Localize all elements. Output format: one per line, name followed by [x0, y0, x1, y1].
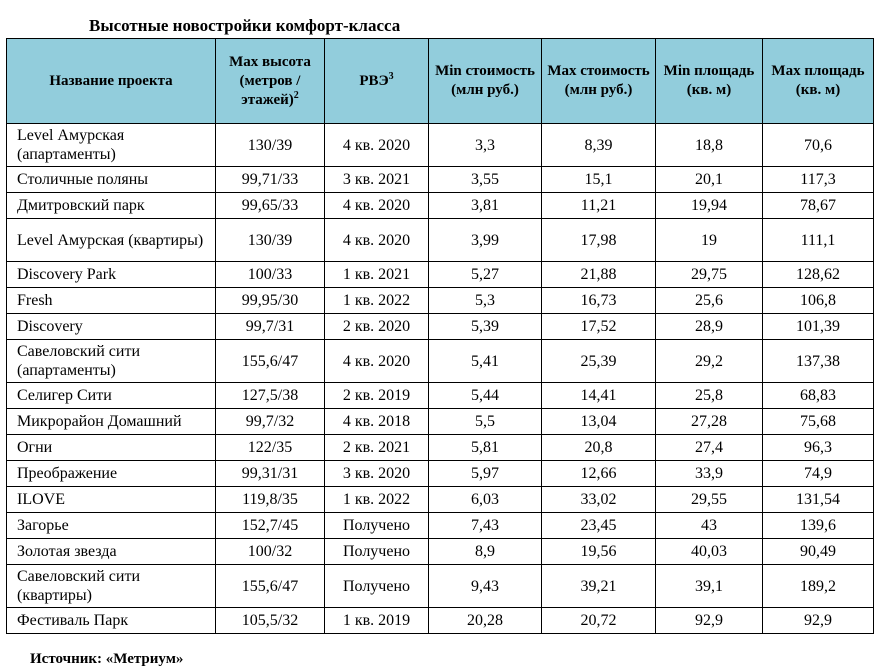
cell-max-cost: 19,56: [542, 539, 656, 565]
cell-height: 99,7/32: [216, 409, 325, 435]
cell-name: Микрорайон Домашний: [7, 409, 216, 435]
cell-min-cost: 7,43: [429, 513, 542, 539]
cell-rve: Получено: [325, 565, 429, 608]
cell-max-area: 78,67: [763, 193, 874, 219]
cell-rve: 4 кв. 2020: [325, 124, 429, 167]
cell-max-cost: 25,39: [542, 340, 656, 383]
cell-height: 155,6/47: [216, 340, 325, 383]
cell-min-cost: 3,55: [429, 167, 542, 193]
cell-min-cost: 3,99: [429, 219, 542, 262]
cell-min-area: 92,9: [656, 608, 763, 634]
cell-name: Селигер Сити: [7, 383, 216, 409]
cell-min-area: 19,94: [656, 193, 763, 219]
cell-rve: 4 кв. 2020: [325, 193, 429, 219]
cell-max-area: 101,39: [763, 314, 874, 340]
cell-name: Level Амурская (квартиры): [7, 219, 216, 262]
cell-max-cost: 21,88: [542, 262, 656, 288]
cell-height: 100/33: [216, 262, 325, 288]
cell-max-cost: 12,66: [542, 461, 656, 487]
cell-height: 99,95/30: [216, 288, 325, 314]
cell-rve: 1 кв. 2019: [325, 608, 429, 634]
cell-height: 99,65/33: [216, 193, 325, 219]
cell-max-area: 74,9: [763, 461, 874, 487]
cell-height: 152,7/45: [216, 513, 325, 539]
cell-min-area: 28,9: [656, 314, 763, 340]
header-rve: РВЭ$^3$: [325, 39, 429, 124]
cell-max-area: 96,3: [763, 435, 874, 461]
projects-table: [6, 38, 874, 634]
table-row: [7, 608, 874, 634]
table-row: [7, 383, 874, 409]
cell-min-area: 29,2: [656, 340, 763, 383]
cell-min-area: 20,1: [656, 167, 763, 193]
cell-name: Столичные поляны: [7, 167, 216, 193]
table-row: [7, 513, 874, 539]
cell-max-cost: 20,72: [542, 608, 656, 634]
cell-min-area: 19: [656, 219, 763, 262]
cell-rve: 4 кв. 2018: [325, 409, 429, 435]
cell-name: Фестиваль Парк: [7, 608, 216, 634]
cell-min-area: 27,4: [656, 435, 763, 461]
source-note: Источник: «Метриум»: [30, 651, 184, 667]
cell-min-area: 25,6: [656, 288, 763, 314]
cell-max-area: 90,49: [763, 539, 874, 565]
cell-name: Discovery: [7, 314, 216, 340]
cell-min-cost: 20,28: [429, 608, 542, 634]
table-row: [7, 314, 874, 340]
cell-max-cost: 14,41: [542, 383, 656, 409]
cell-min-cost: 5,41: [429, 340, 542, 383]
cell-max-cost: 33,02: [542, 487, 656, 513]
cell-rve: Получено: [325, 539, 429, 565]
cell-rve: 2 кв. 2021: [325, 435, 429, 461]
cell-name: Дмитровский парк: [7, 193, 216, 219]
table-title: Высотные новостройки комфорт-класса: [89, 16, 401, 35]
cell-max-area: 68,83: [763, 383, 874, 409]
cell-min-area: 40,03: [656, 539, 763, 565]
header-max-area: Max площадь (кв. м): [763, 39, 874, 124]
cell-min-area: 39,1: [656, 565, 763, 608]
cell-name: ILOVE: [7, 487, 216, 513]
cell-max-area: 106,8: [763, 288, 874, 314]
cell-min-area: 29,75: [656, 262, 763, 288]
cell-rve: 1 кв. 2021: [325, 262, 429, 288]
cell-rve: Получено: [325, 513, 429, 539]
cell-min-cost: 5,3: [429, 288, 542, 314]
cell-rve: 1 кв. 2022: [325, 487, 429, 513]
cell-rve: 2 кв. 2019: [325, 383, 429, 409]
cell-rve: 3 кв. 2020: [325, 461, 429, 487]
table-row: [7, 219, 874, 262]
table-row: [7, 124, 874, 167]
cell-name: Огни: [7, 435, 216, 461]
cell-min-cost: 6,03: [429, 487, 542, 513]
table-row: [7, 167, 874, 193]
cell-max-area: 131,54: [763, 487, 874, 513]
cell-height: 119,8/35: [216, 487, 325, 513]
table-row: [7, 565, 874, 608]
cell-max-area: 70,6: [763, 124, 874, 167]
table-row: [7, 539, 874, 565]
cell-name: Fresh: [7, 288, 216, 314]
header-max-cost: Max стоимость (млн руб.): [542, 39, 656, 124]
cell-max-cost: 11,21: [542, 193, 656, 219]
cell-max-area: 111,1: [763, 219, 874, 262]
cell-min-cost: 5,44: [429, 383, 542, 409]
cell-min-cost: 5,5: [429, 409, 542, 435]
cell-rve: 3 кв. 2021: [325, 167, 429, 193]
cell-min-area: 43: [656, 513, 763, 539]
cell-name: Discovery Park: [7, 262, 216, 288]
header-height: Max высота (метров / этажей)$^2$: [216, 39, 325, 124]
cell-max-cost: 13,04: [542, 409, 656, 435]
cell-height: 99,71/33: [216, 167, 325, 193]
cell-height: 100/32: [216, 539, 325, 565]
table-row: [7, 435, 874, 461]
table-row: [7, 461, 874, 487]
cell-min-cost: 3,3: [429, 124, 542, 167]
cell-height: 105,5/32: [216, 608, 325, 634]
cell-max-area: 189,2: [763, 565, 874, 608]
cell-min-area: 33,9: [656, 461, 763, 487]
cell-height: 130/39: [216, 219, 325, 262]
cell-max-area: 137,38: [763, 340, 874, 383]
cell-height: 127,5/38: [216, 383, 325, 409]
header-min-cost: Min стоимость (млн руб.): [429, 39, 542, 124]
cell-min-cost: 9,43: [429, 565, 542, 608]
cell-height: 130/39: [216, 124, 325, 167]
cell-name: Золотая звезда: [7, 539, 216, 565]
cell-max-cost: 8,39: [542, 124, 656, 167]
cell-height: 122/35: [216, 435, 325, 461]
cell-max-area: 128,62: [763, 262, 874, 288]
cell-min-cost: 5,97: [429, 461, 542, 487]
table-row: [7, 487, 874, 513]
table-row: [7, 288, 874, 314]
table-row: [7, 193, 874, 219]
cell-min-area: 25,8: [656, 383, 763, 409]
cell-rve: 4 кв. 2020: [325, 219, 429, 262]
cell-min-cost: 8,9: [429, 539, 542, 565]
cell-min-area: 27,28: [656, 409, 763, 435]
header-name: Название проекта: [7, 39, 216, 124]
table-row: [7, 340, 874, 383]
header-row: [7, 39, 874, 124]
cell-rve: 1 кв. 2022: [325, 288, 429, 314]
cell-name: Загорье: [7, 513, 216, 539]
cell-name: Савеловский сити (квартиры): [7, 565, 216, 608]
cell-max-cost: 17,52: [542, 314, 656, 340]
cell-height: 155,6/47: [216, 565, 325, 608]
cell-max-area: 139,6: [763, 513, 874, 539]
header-min-area: Min площадь (кв. м): [656, 39, 763, 124]
cell-name: Level Амурская (апартаменты): [7, 124, 216, 167]
cell-max-area: 92,9: [763, 608, 874, 634]
cell-max-cost: 20,8: [542, 435, 656, 461]
cell-max-area: 117,3: [763, 167, 874, 193]
table-row: [7, 409, 874, 435]
cell-rve: 2 кв. 2020: [325, 314, 429, 340]
cell-max-cost: 39,21: [542, 565, 656, 608]
cell-name: Преображение: [7, 461, 216, 487]
cell-min-area: 18,8: [656, 124, 763, 167]
cell-height: 99,31/31: [216, 461, 325, 487]
cell-max-area: 75,68: [763, 409, 874, 435]
cell-min-area: 29,55: [656, 487, 763, 513]
cell-min-cost: 5,39: [429, 314, 542, 340]
cell-max-cost: 23,45: [542, 513, 656, 539]
cell-rve: 4 кв. 2020: [325, 340, 429, 383]
cell-name: Савеловский сити (апартаменты): [7, 340, 216, 383]
cell-min-cost: 3,81: [429, 193, 542, 219]
table-row: [7, 262, 874, 288]
cell-min-cost: 5,81: [429, 435, 542, 461]
cell-height: 99,7/31: [216, 314, 325, 340]
cell-min-cost: 5,27: [429, 262, 542, 288]
cell-max-cost: 17,98: [542, 219, 656, 262]
cell-max-cost: 16,73: [542, 288, 656, 314]
cell-max-cost: 15,1: [542, 167, 656, 193]
